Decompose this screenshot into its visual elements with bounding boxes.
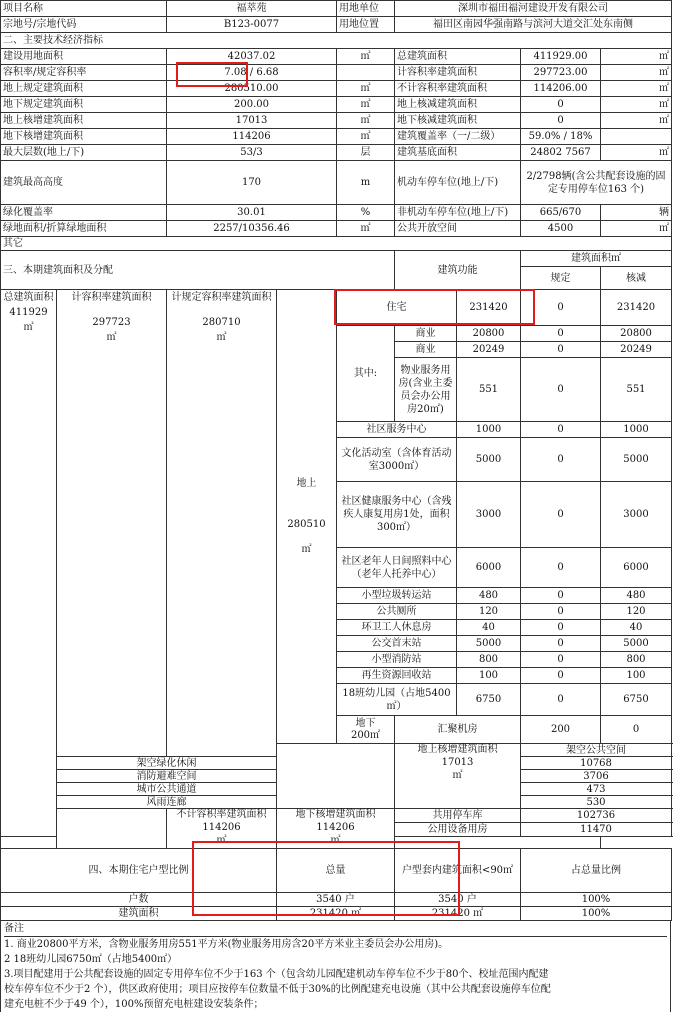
commercial-sub-planned: 20249 [457,342,521,358]
facility-planned: 3000 [457,482,521,548]
indicator-value: 0 [521,97,601,113]
indicator-label: 地下规定建筑面积 [1,97,167,113]
increase-item-name: 消防避难空间 [57,770,277,783]
indicator-unit [337,65,395,81]
unit-row-small: 3540 户 [395,893,521,907]
commercial-sub-name: 商业 [395,342,457,358]
facility-total: 6750 [601,684,672,716]
far-area-unit: ㎡ [106,332,117,343]
indicator-unit: 层 [337,145,395,161]
above-increase-unit: ㎡ [452,770,463,781]
notes-title: 备注 [4,921,667,937]
facility-reduced: 0 [521,422,601,438]
table-row [1,893,672,907]
indicator-label: 计容积率建筑面积 [395,65,521,81]
location-label: 用地位置 [337,17,395,33]
indicator-value: 411929.00 [521,49,601,65]
indicator-value: 30.01 [167,205,337,221]
total-area-label: 总建筑面积 [3,292,54,303]
increase-item-name: 架空公共空间 [521,744,672,757]
facility-planned: 1000 [457,422,521,438]
indicator-label: 建筑覆盖率（一/二级） [395,129,521,145]
indicator-label: 建设用地面积 [1,49,167,65]
facility-total: 480 [601,588,672,604]
facility-name: 社区健康服务中心（含残疾人康复用房1处，面积300㎡） [337,482,457,548]
facility-planned: 100 [457,668,521,684]
below-item-name: 共用停车库 [395,809,521,823]
above-increase-label: 地上核增建筑面积 [417,744,498,755]
non-far-unit: ㎡ [216,835,227,846]
below-increase-label: 地下核增建筑面积 [295,809,376,820]
col-reduced: 核减 [601,267,672,290]
facility-total: 120 [601,604,672,620]
section4-col-total: 总量 [277,849,395,893]
unit-row-small: 231420 ㎡ [395,907,521,921]
indicator-unit: ㎡ [337,221,395,237]
indicator-unit: ㎡ [337,113,395,129]
indicator-value: 280510.00 [167,81,337,97]
indicator-value: 7.08 / 6.68 [167,65,337,81]
indicator-label: 建筑基底面积 [395,145,521,161]
blank-cell [277,744,395,809]
property-service-total: 551 [601,358,672,422]
note-line: 建充电桩不少于49 个），100%预留充电桩建设安装条件； [4,999,264,1010]
blank-cell [1,837,167,849]
far-area-value: 297723 [92,317,131,328]
indicator-value: 200.00 [167,97,337,113]
non-far-value: 114206 [202,822,241,833]
indicator-value: 17013 [167,113,337,129]
indicator-label: 公共开放空间 [395,221,521,237]
indicator-value: 24802 7567 [521,145,601,161]
note-line: 3.项目配建用于公共配套设施的固定专用停车位不少于163 个（包含幼儿园配建机动车停车位不少于80个、校址范围内配建 [4,969,549,980]
facility-total: 1000 [601,422,672,438]
indicator-label: 地下核增建筑面积 [1,129,167,145]
notes-lines [4,937,667,1012]
unit-row-ratio: 100% [521,907,672,921]
commercial-planned: 20800 [457,326,521,342]
indicator-label: 建筑最高高度 [1,161,167,205]
indicator-value: 53/3 [167,145,337,161]
total-area-value: 411929 [9,307,48,318]
below-increase-value: 114206 [316,822,355,833]
indicator-value: 4500 [521,221,601,237]
increase-item-name: 城市公共通道 [57,783,277,796]
underground-facility-name: 汇聚机房 [395,716,521,744]
indicator-value: 2257/10356.46 [167,221,337,237]
table-row [1,81,672,97]
residential-name: 住宅 [337,290,457,326]
facility-name: 18班幼儿园（占地5400㎡） [337,684,457,716]
residential-planned: 231420 [457,290,521,326]
indicator-value: 297723.00 [521,65,601,81]
unit-row-label: 户数 [1,893,277,907]
below-label: 地下 [355,717,376,729]
section4-col-small: 户型套内建筑面积<90㎡ [395,849,521,893]
indicator-unit: ㎡ [601,81,672,97]
above-label: 地上 [296,478,317,489]
non-far-cell [167,809,277,849]
blank-cell [395,837,601,849]
facility-reduced: 0 [521,604,601,620]
facility-planned: 120 [457,604,521,620]
other-label: 其它 [1,237,672,251]
table-row [1,809,672,823]
indicator-unit [601,129,672,145]
location-value: 福田区南园华强南路与滨河大道交汇处东南侧 [395,17,672,33]
unit-row-ratio: 100% [521,893,672,907]
above-ground-cell [277,290,337,744]
facility-name: 文化活动室（含体育活动室3000㎡） [337,438,457,482]
facility-planned: 5000 [457,438,521,482]
unit-row-total: 3540 户 [277,893,395,907]
note-line: 1. 商业20800平方米，含物业服务用房551平方米(物业服务用房含20平方米业主委员会办公用房)。 [4,939,449,950]
facility-reduced: 0 [521,548,601,588]
indicator-unit: ㎡ [601,97,672,113]
facility-planned: 6750 [457,684,521,716]
above-unit: ㎡ [301,544,312,555]
below-item-value: 102736 [521,809,672,823]
indicator-label: 地下核减建筑面积 [395,113,521,129]
facility-total: 6000 [601,548,672,588]
table-row [1,251,672,267]
indicator-value: 114206.00 [521,81,601,97]
far-area-cell [57,290,167,757]
indicator-label: 机动车停车位(地上/下) [395,161,521,205]
facility-planned: 800 [457,652,521,668]
planned-far-value: 280710 [202,317,241,328]
commercial-name: 商业 [395,326,457,342]
facility-planned: 5000 [457,636,521,652]
indicator-unit: ㎡ [601,113,672,129]
table-row [1,907,672,921]
parcel-value: B123-0077 [167,17,337,33]
planned-far-unit: ㎡ [216,332,227,343]
commercial-total: 20800 [601,326,672,342]
table-row [1,849,672,893]
facility-name: 社区老年人日间照料中心（老年人托养中心） [337,548,457,588]
facility-name: 公共厕所 [337,604,457,620]
indicator-unit: ㎡ [337,129,395,145]
indicator-unit: ㎡ [601,65,672,81]
facility-total: 100 [601,668,672,684]
facility-name: 小型消防站 [337,652,457,668]
property-service-planned: 551 [457,358,521,422]
parcel-label: 宗地号/宗地代码 [1,17,167,33]
indicator-unit: ㎡ [601,221,672,237]
indicator-value: 59.0% / 18% [521,129,601,145]
col-planned: 规定 [521,267,601,290]
increase-item-value: 3706 [521,770,672,783]
underground-facility-reduced: 0 [601,716,672,744]
unit-row-label: 建筑面积 [1,907,277,921]
table-row [1,129,672,145]
property-service-name: 物业服务用房(含业主委员会办公用房20㎡) [395,358,457,422]
indicator-value: 2/2798辆(含公共配套设施的固定专用停车位163 个) [521,161,672,205]
below-increase-unit: ㎡ [330,835,341,846]
indicator-label: 绿化覆盖率 [1,205,167,221]
below-increase-cell [277,809,395,849]
increase-item-name: 风雨连廊 [57,796,277,809]
indicator-label: 不计容积率建筑面积 [395,81,521,97]
indicator-unit: ㎡ [337,81,395,97]
indicator-label: 容积率/规定容积率 [1,65,167,81]
indicator-label: 非机动车停车位(地上/下) [395,205,521,221]
facility-reduced: 0 [521,668,601,684]
facility-reduced: 0 [521,620,601,636]
indicator-value: 170 [167,161,337,205]
table-row [1,205,672,221]
commercial-sub-total: 20249 [601,342,672,358]
indicator-label: 地上核减建筑面积 [395,97,521,113]
facility-reduced: 0 [521,636,601,652]
table-row [1,49,672,65]
facility-planned: 40 [457,620,521,636]
among-label: 其中: [337,326,395,422]
commercial-sub-reduced: 0 [521,342,601,358]
indicator-unit: 辆 [601,205,672,221]
above-increase-value: 17013 [441,757,474,768]
section4-col-ratio: 占总量比例 [521,849,672,893]
table-row [1,65,672,81]
facility-reduced: 0 [521,438,601,482]
table-row [1,113,672,129]
increase-item-value: 473 [521,783,672,796]
facility-name: 社区服务中心 [337,422,457,438]
indicator-unit: ㎡ [601,49,672,65]
facility-name: 小型垃圾转运站 [337,588,457,604]
facility-reduced: 0 [521,652,601,668]
area-header: 建筑面积㎡ [521,251,672,267]
land-user-label: 用地单位 [337,1,395,17]
table-row [1,290,672,326]
planned-far-label: 计规定容积率建筑面积 [171,292,272,303]
indicator-label: 绿地面积/折算绿地面积 [1,221,167,237]
facility-name: 再生资源回收站 [337,668,457,684]
facility-reduced: 0 [521,482,601,548]
facility-planned: 480 [457,588,521,604]
underground-facility-planned: 200 [521,716,601,744]
indicator-label: 地上核增建筑面积 [1,113,167,129]
table-row [1,237,672,251]
indicator-label: 最大层数(地上/下) [1,145,167,161]
non-far-label: 不计容积率建筑面积 [176,809,267,820]
facility-total: 3000 [601,482,672,548]
residential-reduced: 0 [521,290,601,326]
note-line: 校车停车位不少于2 个），供区政府使用；项目应按停车位数量不低于30%的比例配建充电设施（其中公共配套设施停车位配 [4,984,551,995]
table-row [1,161,672,205]
total-area-unit: ㎡ [23,322,34,333]
project-name-value: 福萃苑 [167,1,337,17]
below-item-name: 公用设备用房 [395,823,521,837]
function-header: 建筑功能 [395,251,521,290]
indicator-value: 42037.02 [167,49,337,65]
indicator-unit: ㎡ [337,49,395,65]
indicator-unit: % [337,205,395,221]
facility-total: 5000 [601,438,672,482]
indicator-label: 地上规定建筑面积 [1,81,167,97]
project-name-label: 项目名称 [1,1,167,17]
section3-title: 三、本期建筑面积及分配 [1,251,395,290]
below-ground-cell [337,716,395,744]
above-increase-cell [395,744,521,809]
table-row [1,97,672,113]
land-user-value: 深圳市福田福河建设开发有限公司 [395,1,672,17]
far-area-label: 计容积率建筑面积 [71,292,152,303]
indicator-unit: ㎡ [337,97,395,113]
increase-item-value: 10768 [521,757,672,770]
indicator-unit: ㎡ [601,145,672,161]
planned-far-cell [167,290,277,757]
section4-title: 四、本期住宅户型比例 [1,849,277,893]
facility-name: 公交首末站 [337,636,457,652]
increase-item-value: 530 [521,796,672,809]
commercial-reduced: 0 [521,326,601,342]
unit-row-total: 231420 ㎡ [277,907,395,921]
property-service-reduced: 0 [521,358,601,422]
facility-reduced: 0 [521,588,601,604]
facility-total: 5000 [601,636,672,652]
facility-total: 800 [601,652,672,668]
facility-reduced: 0 [521,684,601,716]
below-value: 200㎡ [350,729,381,741]
note-line: 2 18班幼儿园6750㎡（占地5400㎡） [4,954,178,965]
indicator-value: 114206 [167,129,337,145]
indicator-label: 总建筑面积 [395,49,521,65]
notes-block [0,921,671,1012]
indicator-value: 665/670 [521,205,601,221]
indicator-unit: m [337,161,395,205]
above-value: 280510 [287,519,326,530]
total-area-cell [1,290,57,837]
indicator-value: 0 [521,113,601,129]
facility-total: 40 [601,620,672,636]
facility-planned: 6000 [457,548,521,588]
table-row [1,221,672,237]
table-row [1,145,672,161]
facility-name: 环卫工人休息房 [337,620,457,636]
section2-title: 二、主要技术经济指标 [1,33,672,49]
increase-item-name: 架空绿化休闲 [57,757,277,770]
residential-total: 231420 [601,290,672,326]
below-item-value: 11470 [521,823,672,837]
